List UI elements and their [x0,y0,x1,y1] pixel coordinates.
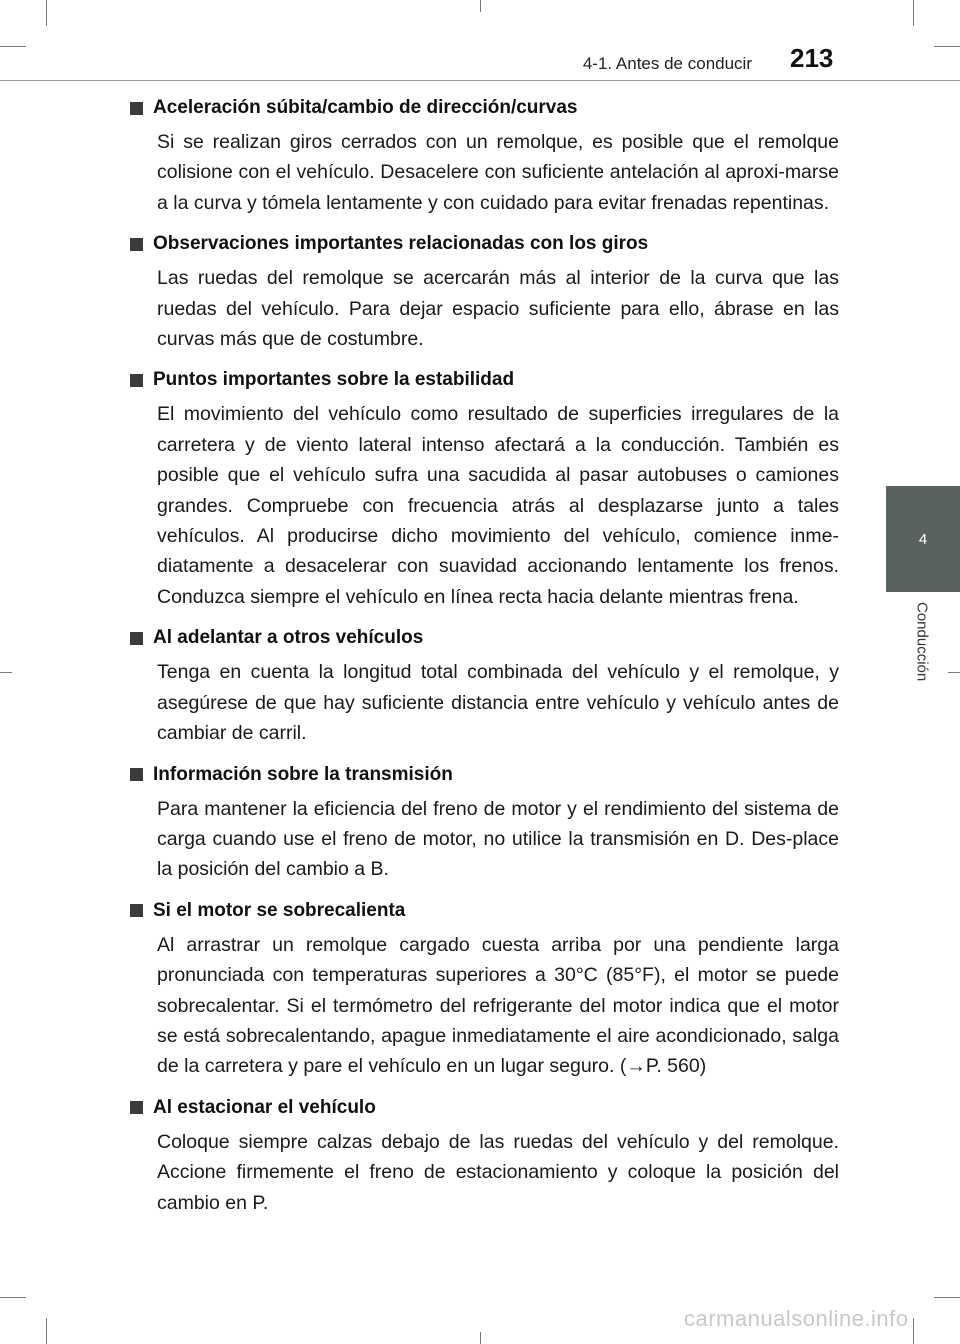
crop-mark [913,1318,914,1344]
crop-mark [480,1332,481,1344]
section-body: Las ruedas del remolque se acercarán más al interior de la curva que las ruedas del vehículo. Para dejar espacio suficiente para ello, ábrase en las curvas más que de costumbre. [157,267,839,351]
crop-mark [934,1297,960,1298]
square-bullet-icon [130,632,143,645]
section-turning [130,229,839,354]
square-bullet-icon [130,102,143,115]
page-content [130,93,839,1229]
crop-mark [0,672,12,673]
crop-mark [913,0,914,26]
section-heading [130,229,839,259]
header-divider [0,80,960,81]
section-heading [130,896,839,926]
section-heading [130,365,839,395]
section-body: Para mantener la eficiencia del freno de motor y el rendimiento del sistema de carga cuando use el freno de motor, no utilice la transmisión en D. Des-place la posición del cambio a B. [157,797,839,881]
section-body: Si se realizan giros cerrados con un remolque, es posible que el remolque colisione con el vehículo. Desacelere con suficiente antelación al aproxi-marse a la curva y tómela lentamente y con cuidado para evitar frenadas repentinas. [157,131,839,214]
section-body: Tenga en cuenta la longitud total combinada del vehículo y el remolque, y asegúrese de que hay suficiente distancia entre vehículo y vehículo antes de cambiar de carril. [157,661,839,745]
crop-mark [0,46,26,47]
chapter-number: 4 [918,530,928,548]
section-parking [130,1093,839,1218]
square-bullet-icon [130,768,143,781]
section-overheating [130,896,839,1082]
crop-mark [934,46,960,47]
section-title: Al adelantar a otros vehículos [153,627,424,649]
running-header-section: 4-1. Antes de conducir [582,54,752,73]
section-body: Al arrastrar un remolque cargado cuesta arriba por una pendiente larga pronunciada con temperaturas superiores a 30°C (85°F), el motor se puede sobrecalentar. Si el termómetro del refrigerante del motor indica que el motor se está sobrecalentando, apague inmediatamente el aire acondicionado, salga de la carretera y pare el vehículo en un lugar seguro. (→P. 560) [157,933,839,1078]
section-body: El movimiento del vehículo como resultado de superficies irregulares de la carretera y de viento lateral intenso afectará a la conducción. También es posible que el vehículo sufra una sacudida al pasar autobuses o camiones grandes. Compruebe con frecuencia atrás al desplazarse junto a tales vehículos. Al producirse dicho movimiento del vehículo, comience inme-diatamente a desacelerar con suavidad accionando lentamente los frenos. Conduzca siempre el vehículo en línea recta hacia delante mientras frena. [157,403,839,608]
square-bullet-icon [130,904,143,917]
section-title: Puntos importantes sobre la estabilidad [153,369,515,391]
site-watermark: carmanualsonline.info [684,1306,909,1331]
chapter-label: Conducción [913,602,931,682]
section-transmission [130,760,839,885]
section-title: Aceleración súbita/cambio de dirección/curvas [153,97,578,118]
crop-mark [46,1318,47,1344]
crop-mark [480,0,481,12]
section-heading [130,1093,839,1123]
crop-mark [46,0,47,26]
section-sudden-acceleration [130,93,839,218]
chapter-tab [886,486,960,592]
section-stability [130,365,839,612]
page-number: 213 [790,43,834,73]
section-body: Coloque siempre calzas debajo de las ruedas del vehículo y del remolque. Accione firmemente el freno de estacionamiento y coloque la posición del cambio en P. [157,1130,839,1214]
crop-mark [948,672,960,673]
crop-mark [0,1297,26,1298]
section-heading [130,760,839,790]
section-title: Si el motor se sobrecalienta [153,899,406,921]
section-title: Al estacionar el vehículo [153,1096,376,1118]
square-bullet-icon [130,238,143,251]
square-bullet-icon [130,374,143,387]
section-heading [130,93,839,123]
square-bullet-icon [130,1101,143,1114]
section-overtaking [130,623,839,748]
section-title: Información sobre la transmisión [153,763,453,785]
section-title: Observaciones importantes relacionadas con los giros [153,233,649,255]
section-heading [130,623,839,653]
